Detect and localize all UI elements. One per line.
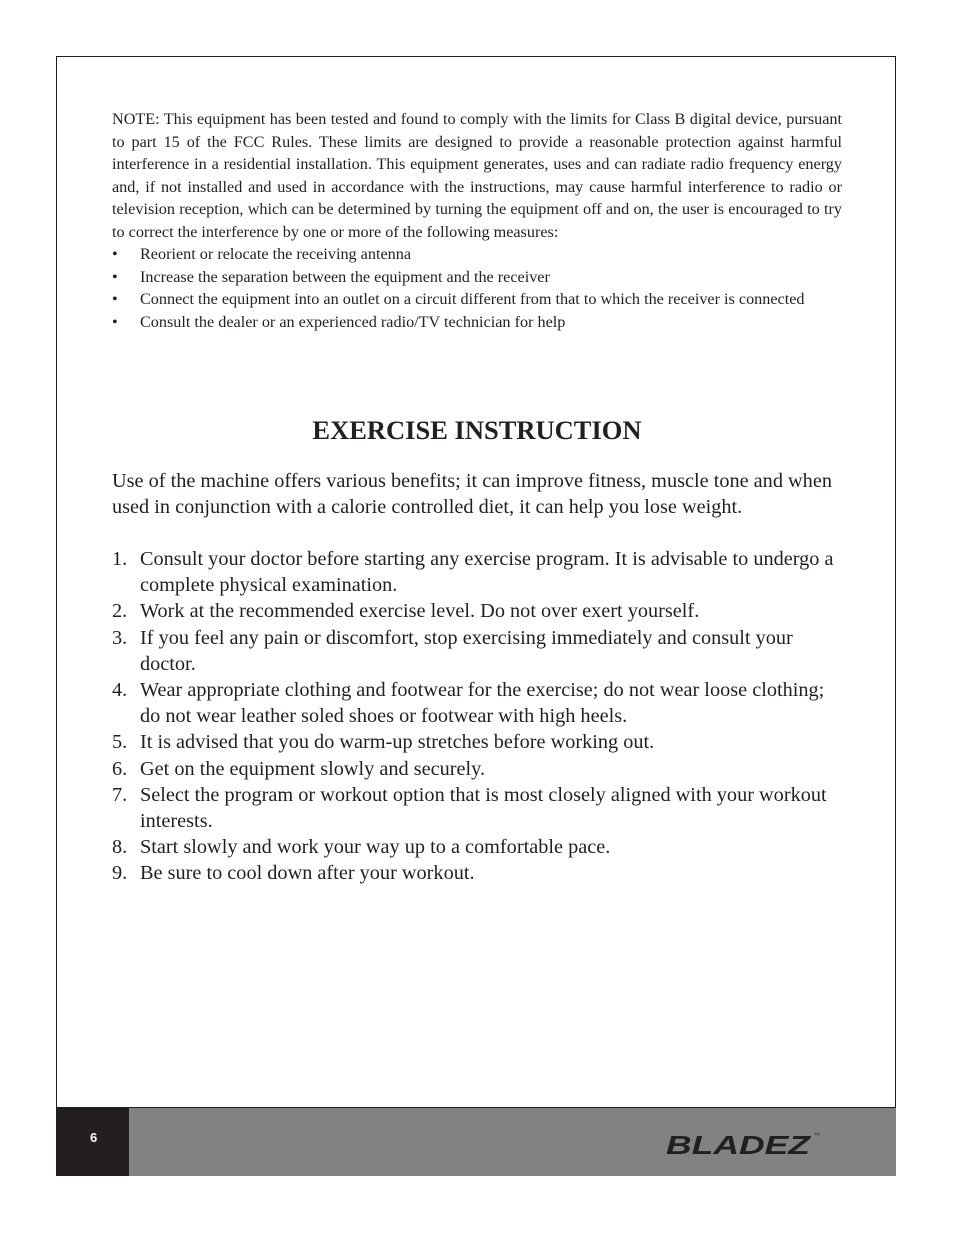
step-text: Wear appropriate clothing and footwear for the exercise; do not wear loose clothing; do not wear leather soled shoes or footwear with high heels. (140, 679, 825, 728)
instruction-steps (112, 546, 847, 887)
list-item (112, 677, 847, 729)
fcc-note-paragraph: NOTE: This equipment has been tested and found to comply with the limits for Class B digital device, pursuant to part 15 of the FCC Rules. These limits are designed to provide a reasonable protection against harmful interference in a residential installation. This equipment generates, uses and can radiate radio frequency energy and, if not installed and used in accordance with the instructions, may cause harmful interference to radio or television reception, which can be determined by turning the equipment off and on, the user is encouraged to try to correct the interference by one or more of the following measures: (112, 110, 842, 241)
step-number: 8. (112, 836, 128, 859)
page-number-box (56, 1108, 129, 1176)
step-number: 2. (112, 600, 128, 623)
list-item: • Consult the dealer or an experienced radio/TV technician for help (112, 311, 842, 334)
list-item (112, 546, 847, 598)
step-number: 5. (112, 731, 128, 754)
step-number: 1. (112, 548, 128, 570)
bullet-icon: • (112, 267, 118, 286)
step-text: It is advised that you do warm-up stretches before working out. (140, 731, 655, 754)
step-text: Consult your doctor before starting any exercise program. It is advisable to undergo a complete physical examination. (140, 548, 834, 597)
step-text: Work at the recommended exercise level. Do not over exert yourself. (140, 600, 700, 623)
list-item: • Increase the separation between the equipment and the receiver (112, 266, 842, 289)
list-item (112, 625, 847, 677)
fcc-measures-list (112, 243, 842, 333)
list-item: • Reorient or relocate the receiving antenna (112, 243, 842, 266)
page-footer (56, 1107, 896, 1176)
list-item (112, 598, 847, 624)
trademark-symbol: ™ (814, 1133, 820, 1139)
list-item (112, 782, 847, 834)
section-intro: Use of the machine offers various benefits; it can improve fitness, muscle tone and when used in conjunction with a calorie controlled diet, it can help you lose weight. (112, 470, 832, 519)
step-number: 7. (112, 783, 128, 806)
bullet-icon: • (112, 290, 118, 308)
section-title: EXERCISE INSTRUCTION (312, 415, 642, 445)
list-item (112, 756, 847, 782)
list-item: • Connect the equipment into an outlet on a circuit different from that to which the receiver is connected (112, 288, 842, 311)
step-number: 9. (112, 862, 128, 885)
step-text: If you feel any pain or discomfort, stop exercising immediately and consult your doctor. (140, 626, 793, 675)
fcc-note (112, 108, 842, 333)
page-number: 6 (90, 1130, 98, 1145)
step-number: 6. (112, 757, 128, 780)
step-text: Start slowly and work your way up to a comfortable pace. (140, 836, 611, 859)
list-item (112, 729, 847, 755)
step-text: Select the program or workout option that is most closely aligned with your workout interests. (140, 783, 827, 833)
bullet-icon: • (112, 245, 118, 263)
logo-wordmark: BLADEZ (666, 1130, 812, 1158)
step-text: Get on the equipment slowly and securely. (140, 757, 486, 780)
bladez-logo (664, 1130, 824, 1158)
list-item (112, 834, 847, 860)
bullet-icon: • (112, 312, 118, 331)
list-item (112, 860, 847, 886)
step-number: 4. (112, 679, 128, 702)
step-number: 3. (112, 626, 128, 649)
step-text: Be sure to cool down after your workout. (140, 862, 475, 885)
